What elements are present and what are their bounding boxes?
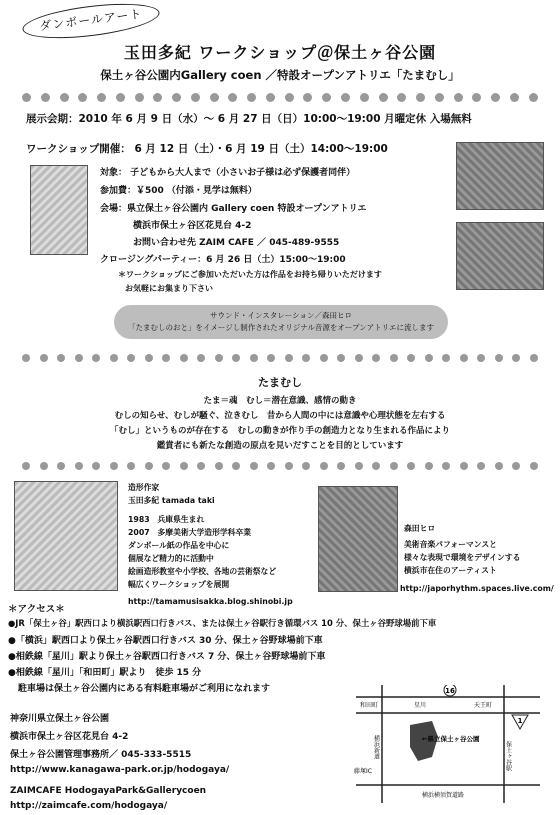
tennocho-label: 天王町 <box>474 702 493 709</box>
divider-dot <box>341 93 350 102</box>
divider-dot <box>407 354 415 362</box>
divider-dot <box>267 354 275 362</box>
route16-label: 16 <box>445 687 455 695</box>
divider-dot <box>530 462 538 470</box>
bio-line: 美術音楽パフォーマンスと <box>404 540 497 549</box>
divider-dot <box>116 93 125 102</box>
divider-dot <box>180 462 188 470</box>
bio-line: 2007 多摩美術大学造形学科卒業 <box>128 528 252 537</box>
bio-line: 横浜市在住のアーティスト <box>404 566 497 575</box>
divider-dot <box>477 354 485 362</box>
artist-morita-bio <box>404 522 520 577</box>
dot-divider <box>22 353 538 363</box>
divider-dot <box>495 354 503 362</box>
divider-dot <box>153 93 162 102</box>
divider-dot <box>127 354 135 362</box>
divider-dot <box>495 462 503 470</box>
workshop-dates: ワークショップ開催： 6 月 12 日（土）・6 月 19 日（土）14:00～19:00 <box>26 143 388 155</box>
divider-dot <box>320 354 328 362</box>
divider-dot <box>302 354 310 362</box>
workshop-note-2: お気軽にお集まり下さい <box>125 284 213 293</box>
divider-dot <box>267 462 275 470</box>
access-line: ●JR「保土ヶ谷」駅西口より横浜駅西口行きバス、または保土ヶ谷駅行き循環バス 10 分、保土ヶ谷野球場前下車 <box>8 618 437 628</box>
divider-dot <box>197 354 205 362</box>
access-line: ●「横浜」駅西口より保土ヶ谷駅西口行きバス 30 分、保土ヶ谷野球場前下車 <box>8 636 323 646</box>
bio-line: 個展など精力的に活動中 <box>128 554 214 563</box>
divider-dot <box>135 93 144 102</box>
divider-dot <box>78 93 87 102</box>
divider-dot <box>355 354 363 362</box>
divider-dot <box>215 462 223 470</box>
concept-line: 鑑賞者にも新たな創造の原点を見いだすことを目的としています <box>156 441 404 451</box>
exhibition-period: 展示会期：2010 年 6 月 9 日（水）～ 6 月 27 日（日）10:00～19:00 月曜定休 入場無料 <box>26 113 472 125</box>
park-url[interactable]: http://www.kanagawa-park.or.jp/hodogaya/ <box>10 765 230 775</box>
child-photo-bottom-right <box>456 222 544 290</box>
divider-dot <box>97 93 106 102</box>
park-name: 神奈川県立保土ヶ谷公園 <box>10 714 110 724</box>
divider-dot <box>337 354 345 362</box>
divider-dot <box>57 462 65 470</box>
divider-dot <box>172 93 181 102</box>
divider-dot <box>472 93 481 102</box>
divider-dot <box>210 93 219 102</box>
zaim-name: ZAIMCAFE HodogayaPark&Gallerycoen <box>10 786 207 796</box>
divider-dot <box>285 93 294 102</box>
divider-dot <box>407 462 415 470</box>
wadamachi-label: 和田町 <box>360 702 379 709</box>
sound-line-1: サウンド・インスタレーション／森田ヒロ <box>210 311 352 320</box>
divider-dot <box>435 93 444 102</box>
divider-dot <box>512 462 520 470</box>
fee-text: 参加費：￥500 （付添・見学は無料） <box>100 186 257 196</box>
divider-dot <box>491 93 500 102</box>
access-line: ●相鉄線「星川」駅より保土ヶ谷駅西口行きバス 7 分、保土ヶ谷野球場前下車 <box>8 652 326 662</box>
dot-divider <box>22 92 538 102</box>
divider-dot <box>425 462 433 470</box>
park-label: ←県立保土ヶ谷公園 <box>422 735 480 743</box>
divider-dot <box>145 354 153 362</box>
divider-dot <box>232 462 240 470</box>
route1-label: 1 <box>517 717 523 725</box>
page-subtitle: 保土ヶ谷公園内Gallery coen ／特設オープンアトリエ「たまむし」 <box>100 68 460 82</box>
bio-line: 幅広くワークショップを展開 <box>128 580 230 589</box>
dot-divider <box>22 461 538 471</box>
fujizuka-ic-label: 藤塚IC <box>354 768 372 775</box>
zaim-url[interactable]: http://zaimcafe.com/hodogaya/ <box>10 801 168 811</box>
artist-photo-morita <box>318 486 398 592</box>
parking-note: 駐車場は保土ヶ谷公園内にある有料駐車場がご利用になれます <box>18 684 271 694</box>
divider-dot <box>232 354 240 362</box>
divider-dot <box>191 93 200 102</box>
divider-dot <box>529 93 538 102</box>
divider-dot <box>250 354 258 362</box>
divider-dot <box>250 462 258 470</box>
closing-party: クロージングパーティー：6 月 26 日（土）15:00～19:00 <box>100 255 346 265</box>
divider-dot <box>247 93 256 102</box>
divider-dot <box>110 354 118 362</box>
concept-line: むしの知らせ、むしが騒ぐ、泣きむし 昔から人間の中には意識や心理状態を左右する <box>114 411 446 421</box>
divider-dot <box>390 462 398 470</box>
park-address: 横浜市保土ヶ谷区花見台 4-2 <box>10 732 129 742</box>
concept-line: 「むし」というものが存在する むしの動きが作り手の創造力となり生まれる作品により <box>109 426 450 436</box>
divider-dot <box>372 462 380 470</box>
venue-address: 横浜市保土ヶ谷区花見台 4-2 <box>133 221 252 231</box>
divider-dot <box>75 462 83 470</box>
page-title: 玉田多紀 ワークショップ＠保土ヶ谷公園 <box>123 43 437 62</box>
divider-dot <box>145 462 153 470</box>
divider-dot <box>303 93 312 102</box>
artist-url[interactable]: http://tamamusisakka.blog.shinobi.jp <box>128 597 293 606</box>
hodogaya-station-label: 保土ヶ谷駅 <box>504 741 512 771</box>
divider-dot <box>92 354 100 362</box>
divider-dot <box>92 462 100 470</box>
divider-dot <box>60 93 69 102</box>
divider-dot <box>285 462 293 470</box>
divider-dot <box>41 93 50 102</box>
divider-dot <box>22 462 30 470</box>
artist-name: 玉田多紀 tamada taki <box>128 496 215 505</box>
sound-installation-banner <box>114 305 448 339</box>
divider-dot <box>512 354 520 362</box>
hoshikawa-label: 星川 <box>414 702 427 709</box>
divider-dot <box>416 93 425 102</box>
divider-dot <box>442 354 450 362</box>
target-text: 対象： 子どもから大人まで（小さいお子様は必ず保護者同伴） <box>100 168 356 178</box>
bypass-label: 横浜横須賀道路 <box>422 792 465 799</box>
bio-line: 様々な表現で環境をデザインする <box>404 553 521 562</box>
divider-dot <box>454 93 463 102</box>
divider-dot <box>266 93 275 102</box>
sound-line-2: 「たまむしのおと」をイメージし制作されたオリジナル音源をオープンアトリエに流します <box>127 323 435 332</box>
divider-dot <box>442 462 450 470</box>
concept-title: たまむし <box>258 376 302 389</box>
divider-dot <box>530 354 538 362</box>
divider-dot <box>180 354 188 362</box>
divider-dot <box>215 354 223 362</box>
divider-dot <box>360 93 369 102</box>
divider-dot <box>477 462 485 470</box>
inquiry-text: お問い合わせ先 ZAIM CAFE ／ 045-489-9555 <box>133 238 340 248</box>
bio-line: 1983 兵庫県生まれ <box>128 515 205 524</box>
divider-dot <box>228 93 237 102</box>
access-heading: ＊アクセス＊ <box>8 604 65 615</box>
art-tag: ダンボールアート <box>21 0 162 44</box>
divider-dot <box>379 93 388 102</box>
divider-dot <box>337 462 345 470</box>
divider-dot <box>197 462 205 470</box>
divider-dot <box>75 354 83 362</box>
divider-dot <box>425 354 433 362</box>
divider-dot <box>390 354 398 362</box>
divider-dot <box>320 462 328 470</box>
divider-dot <box>510 93 519 102</box>
child-photo-top-right <box>456 142 544 210</box>
bio-line: ダンボール紙の作品を中心に <box>128 541 230 550</box>
artist-tamada-bio <box>128 481 293 608</box>
access-line: ●相鉄線「星川」「和田町」駅より 徒歩 15 分 <box>8 668 202 678</box>
divider-dot <box>355 462 363 470</box>
divider-dot <box>460 354 468 362</box>
divider-dot <box>22 354 30 362</box>
divider-dot <box>127 462 135 470</box>
child-photo-left <box>30 165 88 255</box>
yokohama-shindo-label: 横浜新道 <box>372 735 380 759</box>
divider-dot <box>460 462 468 470</box>
divider-dot <box>285 354 293 362</box>
workshop-note: ＊ワークショップにご参加いただいた方は作品をお持ち帰りいただけます <box>118 270 382 279</box>
venue-text: 会場：県立保土ヶ谷公園内 Gallery coen 特設オープンアトリエ <box>100 204 367 214</box>
divider-dot <box>162 462 170 470</box>
divider-dot <box>57 354 65 362</box>
divider-dot <box>372 354 380 362</box>
divider-dot <box>162 354 170 362</box>
artist-role: 造形作家 <box>128 483 160 492</box>
concept-line: たま＝魂 むし＝潜在意識、感情の動き <box>203 396 357 406</box>
divider-dot <box>40 354 48 362</box>
divider-dot <box>40 462 48 470</box>
park-office: 保土ヶ谷公園管理事務所／ 045-333-5515 <box>10 750 192 760</box>
divider-dot <box>397 93 406 102</box>
access-map <box>352 685 544 805</box>
artist-name: 森田ヒロ <box>404 524 436 533</box>
artist-url[interactable]: http://japorhythm.spaces.live.com/ <box>400 584 554 593</box>
divider-dot <box>110 462 118 470</box>
divider-dot <box>22 93 31 102</box>
bio-line: 絵画造形教室や小学校、各地の芸術祭など <box>128 567 277 576</box>
artist-portrait-tamada <box>14 481 118 591</box>
divider-dot <box>322 93 331 102</box>
divider-dot <box>302 462 310 470</box>
